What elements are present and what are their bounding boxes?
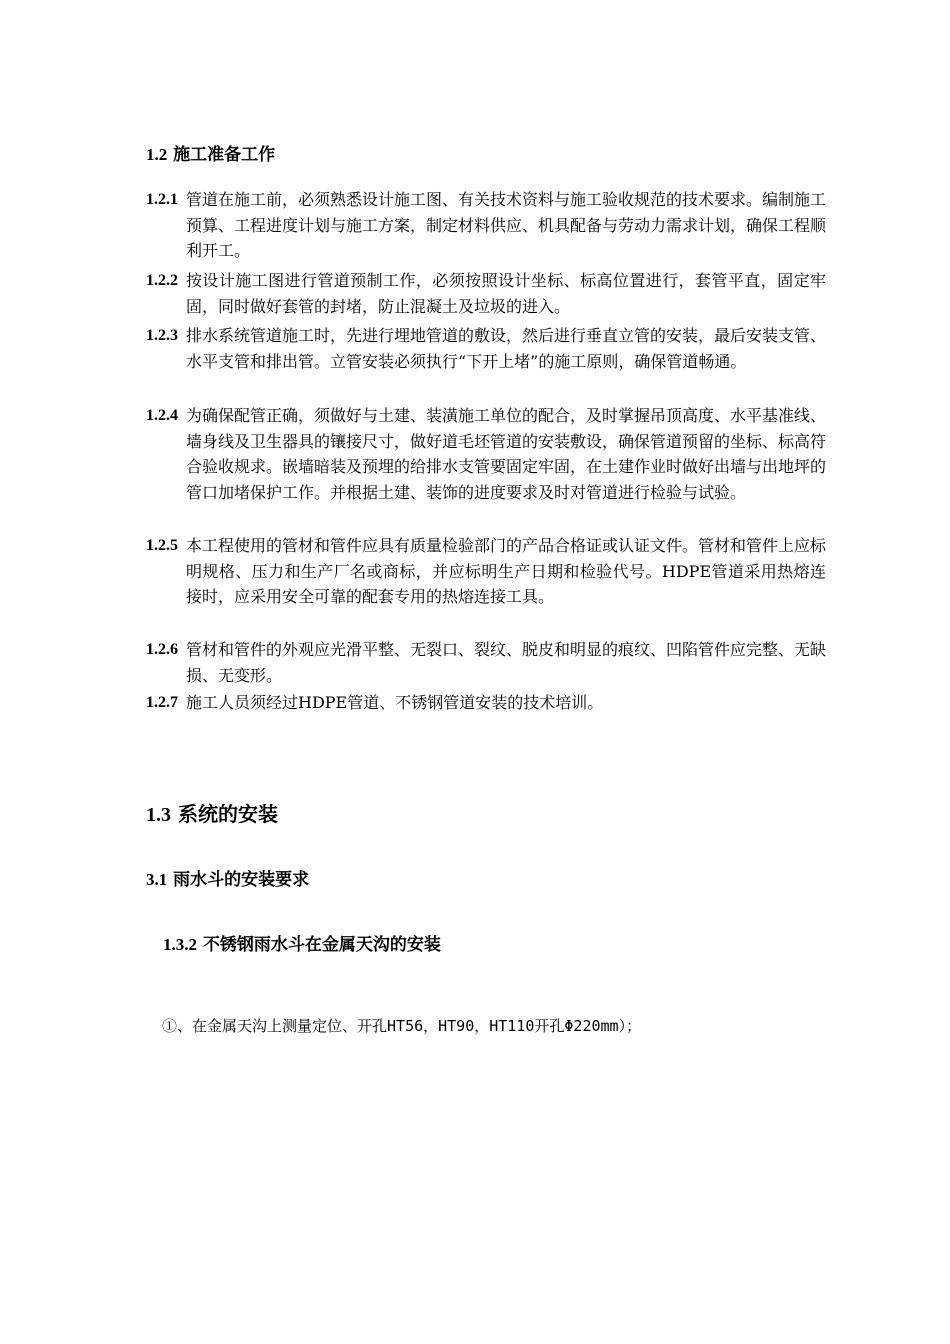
section-heading-1-3-2 — [163, 930, 441, 955]
section-title: 系统的安装 — [177, 802, 278, 826]
item-text: 施工人员须经过HDPE管道、不锈钢管道安装的技术培训。 — [186, 693, 604, 712]
section-heading-3-1 — [146, 865, 309, 890]
item-text: 管材和管件的外观应光滑平整、无裂口、裂纹、脱皮和明显的痕纹、凹陷管件应完整、无缺损、无变形。 — [186, 640, 827, 685]
item-text: 管道在施工前，必须熟悉设计施工图、有关技术资料与施工验收规范的技术要求。编制施工预算、工程进度计划与施工方案，制定材料供应、机具配备与劳动力需求计划，确保工程顺利开工。 — [186, 190, 827, 260]
list-item-1-2-5 — [146, 533, 826, 610]
list-item-1-2-7 — [146, 690, 826, 716]
item-number: 1.2.1 — [146, 191, 178, 208]
list-item-1-2-1 — [146, 187, 826, 264]
section-number: 1.2 — [146, 145, 168, 164]
item-number: 1.2.3 — [146, 327, 178, 344]
list-item-1-2-6 — [146, 637, 826, 688]
item-number: 1.2.2 — [146, 272, 178, 289]
item-number: 1.2.7 — [146, 694, 178, 711]
section-number: 3.1 — [146, 870, 168, 889]
item-number: 1.2.4 — [146, 407, 178, 424]
item-text: 为确保配管正确，须做好与土建、装潢施工单位的配合，及时掌握吊顶高度、水平基准线、墙身线及卫生器具的镶接尺寸，做好道毛坯管道的安装敷设，确保管道预留的坐标、标高符合验收规求。嵌墙暗装及预埋的给排水支管要固定牢固，在土建作业时做好出墙与出地坪的管口加堵保护工作。并根据土建、装饰的进度要求及时对管道进行检验与试验。 — [186, 406, 827, 502]
step-1-text: ①、在金属天沟上测量定位、开孔HT56，HT90，HT110开孔Φ220mm）； — [162, 1017, 642, 1035]
item-number: 1.2.5 — [146, 537, 178, 554]
item-text: 排水系统管道施工时，先进行埋地管道的敷设，然后进行垂直立管的安装，最后安装支管、水平支管和排出管。立管安装必须执行“下开上堵”的施工原则，确保管道畅通。 — [186, 326, 827, 371]
section-title: 不锈钢雨水斗在金属天沟的安装 — [202, 935, 441, 955]
section-title: 施工准备工作 — [173, 145, 276, 165]
section-heading-1-2 — [146, 140, 275, 165]
section-number: 1.3.2 — [163, 935, 197, 954]
item-number: 1.2.6 — [146, 641, 178, 658]
item-text: 本工程使用的管材和管件应具有质量检验部门的产品合格证或认证文件。管材和管件上应标明规格、压力和生产厂名或商标，并应标明生产日期和检验代号。HDPE管道采用热熔连接时，应采用安全可靠的配套专用的热熔连接工具。 — [186, 536, 827, 606]
section-title: 雨水斗的安装要求 — [173, 870, 310, 890]
list-item-1-2-3 — [146, 323, 826, 374]
item-text: 按设计施工图进行管道预制工作，必须按照设计坐标、标高位置进行，套管平直，固定牢固，同时做好套管的封堵，防止混凝土及垃圾的进入。 — [186, 271, 826, 316]
list-item-1-2-4 — [146, 403, 826, 505]
section-heading-1-3 — [146, 798, 278, 827]
list-item-1-2-2 — [146, 268, 826, 319]
section-number: 1.3 — [146, 804, 171, 826]
